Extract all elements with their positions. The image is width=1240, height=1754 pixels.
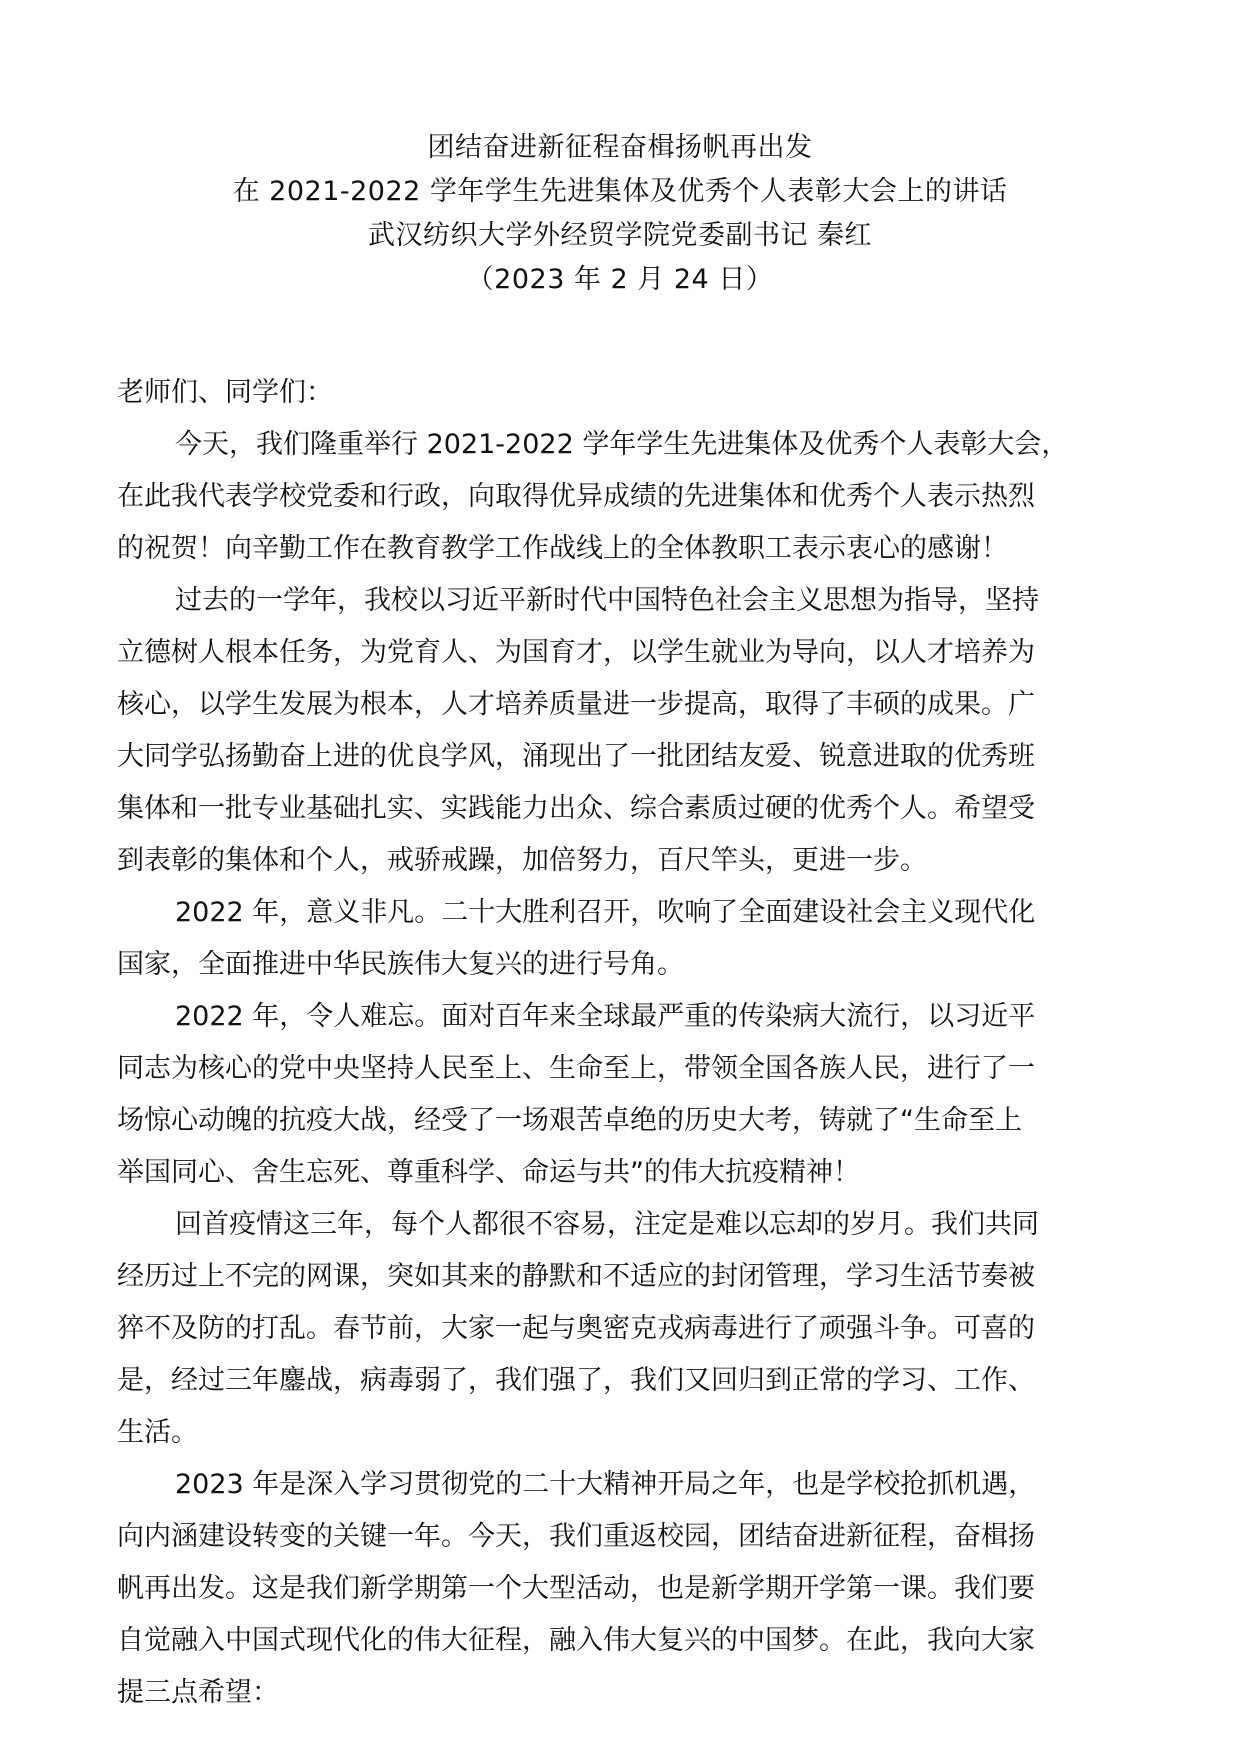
paragraph-line: 帆再出发。这是我们新学期第一个大型活动，也是新学期开学第一课。我们要 [117,1573,1035,1604]
paragraph [117,419,1117,575]
speech-body [117,367,1117,1719]
paragraph-line: 大同学弘扬勤奋上进的优良学风，涌现出了一批团结友爱、锐意进取的优秀班 [117,741,1035,772]
paragraph-line: 猝不及防的打乱。春节前，大家一起与奥密克戎病毒进行了顽强斗争。可喜的 [117,1313,1035,1344]
paragraph-line: 是，经过三年鏖战，病毒弱了，我们强了，我们又回归到正常的学习、工作、 [117,1365,1035,1396]
paragraph-line: 经历过上不完的网课，突如其来的静默和不适应的封闭管理，学习生活节奏被 [117,1261,1035,1292]
paragraph-line: 2022 年，令人难忘。面对百年来全球最严重的传染病大流行，以习近平 [175,1001,1036,1032]
paragraph-line: 2023 年是深入学习贯彻党的二十大精神开局之年，也是学校抢抓机遇， [175,1469,1036,1500]
paragraph [117,887,1117,991]
speech-header [0,126,1240,302]
paragraph-line: 核心，以学生发展为根本，人才培养质量进一步提高，取得了丰硕的成果。广 [117,689,1035,720]
paragraph [117,1459,1117,1719]
paragraph-line: 集体和一批专业基础扎实、实践能力出众、综合素质过硬的优秀个人。希望受 [117,793,1035,824]
paragraph [117,991,1117,1199]
paragraph-line: 到表彰的集体和个人，戒骄戒躁，加倍努力，百尺竿头，更进一步。 [117,845,927,876]
speech-date: （2023 年 2 月 24 日） [466,264,774,295]
paragraph-line: 今天，我们隆重举行 2021-2022 学年学生先进集体及优秀个人表彰大会， [175,429,1069,460]
paragraph-line: 生活。 [117,1417,198,1448]
speech-title: 团结奋进新征程奋楫扬帆再出发 [427,132,813,163]
paragraph-line: 在此我代表学校党委和行政，向取得优异成绩的先进集体和优秀个人表示热烈 [117,481,1035,512]
paragraph-line: 的祝贺！向辛勤工作在教育教学工作战线上的全体教职工表示衷心的感谢！ [117,533,1008,564]
speaker-line: 武汉纺织大学外经贸学院党委副书记 秦红 [367,220,873,251]
paragraph-line: 提三点希望： [117,1677,279,1708]
paragraph-line: 自觉融入中国式现代化的伟大征程，融入伟大复兴的中国梦。在此，我向大家 [117,1625,1035,1656]
paragraph-line: 立德树人根本任务，为党育人、为国育才，以学生就业为导向，以人才培养为 [117,637,1035,668]
paragraph-line: 过去的一学年，我校以习近平新时代中国特色社会主义思想为指导，坚持 [175,585,1039,616]
paragraph [117,575,1117,887]
paragraph-line: 举国同心、舍生忘死、尊重科学、命运与共”的伟大抗疫精神！ [117,1157,860,1188]
salutation: 老师们、同学们： [117,377,333,408]
speech-subtitle: 在 2021-2022 学年学生先进集体及优秀个人表彰大会上的讲话 [232,176,1008,207]
paragraph-line: 2022 年，意义非凡。二十大胜利召开，吹响了全面建设社会主义现代化 [175,897,1036,928]
paragraph [117,1199,1117,1459]
paragraph-line: 回首疫情这三年，每个人都很不容易，注定是难以忘却的岁月。我们共同 [175,1209,1039,1240]
paragraph-line: 同志为核心的党中央坚持人民至上、生命至上，带领全国各族人民，进行了一 [117,1053,1035,1084]
paragraph-line: 国家，全面推进中华民族伟大复兴的进行号角。 [117,949,684,980]
paragraph-line: 场惊心动魄的抗疫大战，经受了一场艰苦卓绝的历史大考，铸就了“生命至上 [117,1105,1022,1136]
paragraph-line: 向内涵建设转变的关键一年。今天，我们重返校园，团结奋进新征程，奋楫扬 [117,1521,1035,1552]
